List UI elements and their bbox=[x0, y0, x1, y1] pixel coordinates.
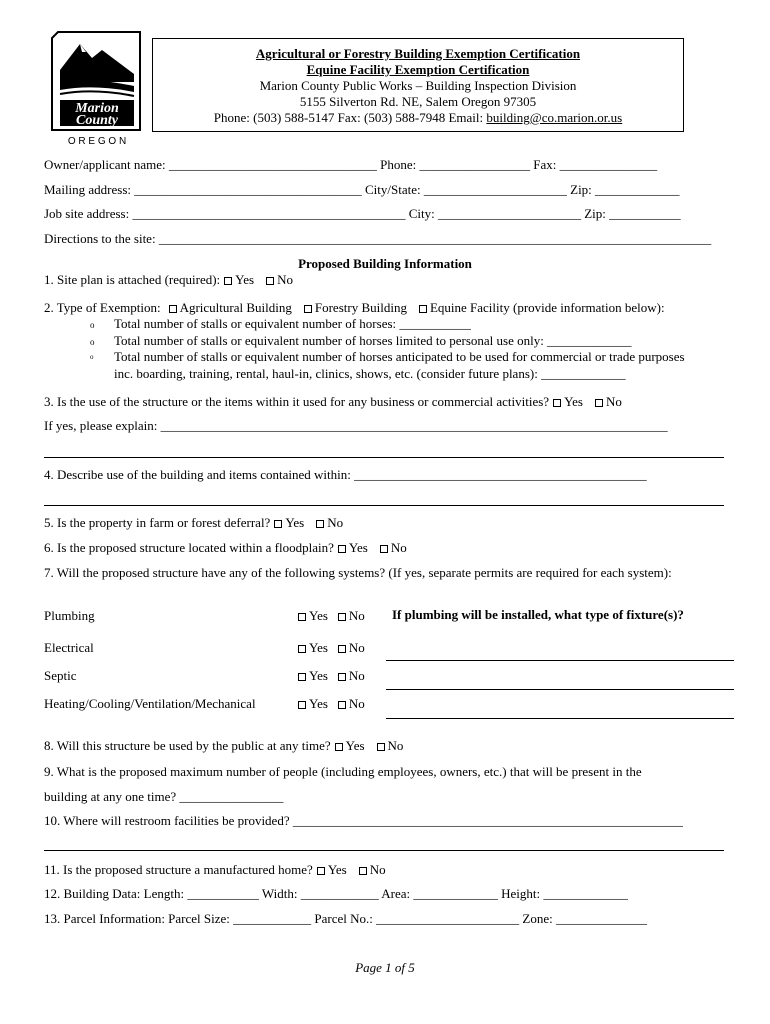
directions-line[interactable]: Directions to the site: _____________________________________________________________________________________ bbox=[44, 231, 712, 246]
q3-no-label: No bbox=[606, 394, 622, 409]
logo-name-line1: Marion bbox=[75, 101, 119, 116]
plumbing-yes-checkbox[interactable] bbox=[298, 613, 306, 621]
electrical-yes-no bbox=[294, 640, 365, 656]
hvac-yes-checkbox[interactable] bbox=[298, 701, 306, 709]
header-address: 5155 Silverton Rd. NE, Salem Oregon 97305 bbox=[299, 94, 537, 109]
q8-yes-label: Yes bbox=[345, 738, 365, 753]
fixture-line-1[interactable] bbox=[386, 660, 734, 661]
q5-no-checkbox[interactable] bbox=[316, 520, 324, 528]
question-13[interactable]: 13. Parcel Information: Parcel Size: ____________ Parcel No.: ______________________ Zone: ______________ bbox=[44, 911, 647, 926]
hvac-no-checkbox[interactable] bbox=[338, 701, 346, 709]
header-box bbox=[152, 38, 684, 132]
septic-yes-no bbox=[294, 668, 365, 684]
bullet-1: o bbox=[90, 320, 95, 330]
septic-no-label: No bbox=[348, 668, 365, 683]
q5-text: 5. Is the property in farm or forest deferral? bbox=[44, 515, 271, 530]
system-electrical: Electrical bbox=[44, 640, 94, 655]
q11-no-label: No bbox=[369, 862, 386, 877]
fixture-question: If plumbing will be installed, what type of fixture(s)? bbox=[392, 607, 684, 622]
bullet-2: o bbox=[90, 337, 95, 347]
equine-sub-1[interactable]: Total number of stalls or equivalent number of horses: ___________ bbox=[114, 316, 471, 331]
q11-yes-checkbox[interactable] bbox=[317, 867, 325, 875]
q8-no-label: No bbox=[387, 738, 404, 753]
q11-text: 11. Is the proposed structure a manufactured home? bbox=[44, 862, 313, 877]
hvac-yes-label: Yes bbox=[309, 696, 328, 711]
bullet-3: o bbox=[90, 353, 94, 361]
question-8 bbox=[44, 738, 403, 754]
q2-text: 2. Type of Exemption: bbox=[44, 300, 161, 315]
septic-yes-label: Yes bbox=[309, 668, 328, 683]
equine-label: Equine Facility (provide information below): bbox=[429, 300, 665, 315]
header-dept: Marion County Public Works – Building Inspection Division bbox=[259, 78, 577, 93]
q11-no-checkbox[interactable] bbox=[359, 867, 367, 875]
system-hvac: Heating/Cooling/Ventilation/Mechanical bbox=[44, 696, 256, 711]
q5-yes-label: Yes bbox=[285, 515, 305, 530]
q6-no-label: No bbox=[390, 540, 407, 555]
q1-no-label: No bbox=[277, 272, 293, 287]
q8-no-checkbox[interactable] bbox=[377, 743, 385, 751]
plumbing-no-checkbox[interactable] bbox=[338, 613, 346, 621]
equine-sub-3a: Total number of stalls or equivalent number of horses anticipated to be used for commercial or trade purposes bbox=[114, 349, 685, 364]
question-11 bbox=[44, 862, 386, 878]
page-number: Page 1 of 5 bbox=[355, 960, 415, 975]
q6-no-checkbox[interactable] bbox=[380, 545, 388, 553]
mailing-address-line[interactable]: Mailing address: ___________________________________ City/State: ______________________ Zip: _____________ bbox=[44, 182, 680, 197]
job-site-address-line[interactable]: Job site address: __________________________________________ City: ______________________ Zip: ___________ bbox=[44, 206, 681, 221]
q6-yes-checkbox[interactable] bbox=[338, 545, 346, 553]
header-contact-text: Phone: (503) 588-5147 Fax: (503) 588-7948 Email: bbox=[213, 110, 487, 125]
septic-no-checkbox[interactable] bbox=[338, 673, 346, 681]
question-6 bbox=[44, 540, 407, 556]
question-2 bbox=[44, 300, 665, 316]
electrical-no-checkbox[interactable] bbox=[338, 645, 346, 653]
q8-text: 8. Will this structure be used by the public at any time? bbox=[44, 738, 331, 753]
equine-sub-3b[interactable]: inc. boarding, training, rental, haul-in, clinics, shows, etc. (consider future plans): _____________ bbox=[114, 366, 626, 381]
question-9-line-2[interactable]: building at any one time? ________________ bbox=[44, 789, 284, 804]
header-title-1: Agricultural or Forestry Building Exemption Certification bbox=[255, 46, 581, 61]
plumbing-yes-label: Yes bbox=[309, 608, 328, 623]
system-septic: Septic bbox=[44, 668, 77, 683]
fixture-line-2[interactable] bbox=[386, 689, 734, 690]
q3-explain-line[interactable]: If yes, please explain: ______________________________________________________________________________ bbox=[44, 418, 668, 433]
plumbing-no-label: No bbox=[348, 608, 365, 623]
question-9-line-1: 9. What is the proposed maximum number of people (including employees, owners, etc.) that will be present in the bbox=[44, 764, 642, 779]
owner-name-line[interactable]: Owner/applicant name: ________________________________ Phone: _________________ Fax: _______________ bbox=[44, 157, 658, 172]
question-10[interactable]: 10. Where will restroom facilities be provided? ____________________________________________________________ bbox=[44, 813, 683, 828]
q1-no-checkbox[interactable] bbox=[266, 277, 274, 285]
equine-sub-2[interactable]: Total number of stalls or equivalent number of horses limited to personal use only: _____________ bbox=[114, 333, 632, 348]
header-email-link[interactable]: building@co.marion.or.us bbox=[486, 110, 623, 125]
fixture-line-3[interactable] bbox=[386, 718, 734, 719]
question-5 bbox=[44, 515, 343, 531]
agricultural-checkbox[interactable] bbox=[169, 305, 177, 313]
question-7: 7. Will the proposed structure have any of the following systems? (If yes, separate permits are required for each system): bbox=[44, 565, 672, 580]
question-3 bbox=[44, 394, 622, 410]
q3-blank-line[interactable] bbox=[44, 457, 724, 458]
logo-state: O R E G O N bbox=[67, 136, 127, 147]
q3-yes-checkbox[interactable] bbox=[553, 399, 561, 407]
section-title: Proposed Building Information bbox=[298, 256, 472, 271]
q3-no-checkbox[interactable] bbox=[595, 399, 603, 407]
marion-county-logo bbox=[44, 30, 144, 148]
hvac-no-label: No bbox=[348, 696, 365, 711]
q3-yes-label: Yes bbox=[564, 394, 583, 409]
forestry-checkbox[interactable] bbox=[304, 305, 312, 313]
q5-yes-checkbox[interactable] bbox=[274, 520, 282, 528]
header-title-2: Equine Facility Exemption Certification bbox=[306, 62, 530, 77]
q6-yes-label: Yes bbox=[348, 540, 368, 555]
question-12[interactable]: 12. Building Data: Length: ___________ Width: ____________ Area: _____________ Height: _____________ bbox=[44, 886, 628, 901]
q6-text: 6. Is the proposed structure located within a floodplain? bbox=[44, 540, 334, 555]
system-plumbing: Plumbing bbox=[44, 608, 95, 623]
agricultural-label: Agricultural Building bbox=[179, 300, 292, 315]
q4-blank-line[interactable] bbox=[44, 505, 724, 506]
forestry-label: Forestry Building bbox=[314, 300, 407, 315]
q3-text: 3. Is the use of the structure or the items within it used for any business or commercial activities? bbox=[44, 394, 550, 409]
plumbing-yes-no bbox=[294, 608, 365, 624]
q5-no-label: No bbox=[327, 515, 344, 530]
hvac-yes-no bbox=[294, 696, 365, 712]
logo-emblem bbox=[44, 30, 144, 148]
q1-yes-checkbox[interactable] bbox=[224, 277, 232, 285]
q1-yes-label: Yes bbox=[235, 272, 255, 287]
q8-yes-checkbox[interactable] bbox=[335, 743, 343, 751]
q1-text: 1. Site plan is attached (required): bbox=[44, 272, 221, 287]
question-4[interactable]: 4. Describe use of the building and items contained within: _____________________________________________ bbox=[44, 467, 647, 482]
q10-blank-line[interactable] bbox=[44, 850, 724, 851]
equine-checkbox[interactable] bbox=[419, 305, 427, 313]
logo-name-line2: County bbox=[75, 113, 119, 128]
header-contact bbox=[153, 110, 683, 126]
septic-yes-checkbox[interactable] bbox=[298, 673, 306, 681]
question-1 bbox=[44, 272, 293, 288]
electrical-no-label: No bbox=[348, 640, 365, 655]
q11-yes-label: Yes bbox=[327, 862, 347, 877]
electrical-yes-checkbox[interactable] bbox=[298, 645, 306, 653]
electrical-yes-label: Yes bbox=[309, 640, 328, 655]
